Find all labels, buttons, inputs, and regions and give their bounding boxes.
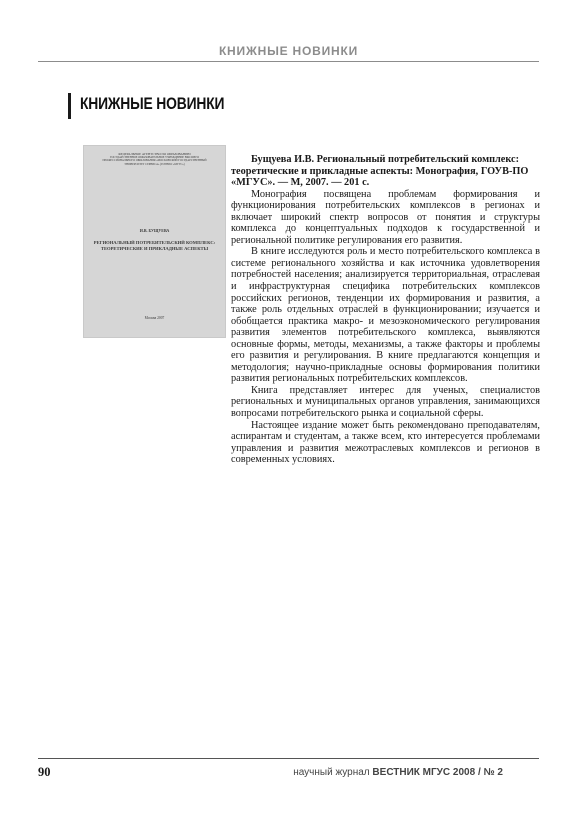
journal-prefix: научный журнал [293,767,370,778]
journal-footer [293,767,503,778]
journal-issue: 2008 / № 2 [452,767,503,778]
review-paragraph: В книге исследуются роль и место потребительского комплекса в системе регионального хозяйства и как источника удовлетворения потребностей населения; анализируется территориальная, отраслевая и инфраструктурная специфика потребительских комплексов российских регионов, тенденции их формирования и развития, а также роль отдельных отраслей в функционировании; изучается и обобщается практика макро- и мезоэкономического регулирования развития элементов потребительского комплекса, выявляются основные формы, методы, механизмы, а также факторы и проблемы его развития и регулирования. В книге предлагаются концепция и методология; научно-прикладные основы формирования политики развития региональных потребительских комплексов. [231,246,540,385]
book-cover-image [83,145,226,338]
bibliographic-reference: Бущуева И.В. Региональный потребительский комплекс: теоретические и прикладные аспекты: Монография, ГОУВ-ПО «МГУС». — М, 2007. — 201 с. [231,154,529,189]
cover-title: РЕГИОНАЛЬНЫЙ ПОТРЕБИТЕЛЬСКИЙ КОМПЛЕКС: ТЕОРЕТИЧЕСКИЕ И ПРИКЛАДНЫЕ АСПЕКТЫ [93,240,216,251]
review-paragraph: Монография посвящена проблемам формирования и функционирования потребительских комплексов в регионах и включает широкий спектр вопросов от понятия и структуры комплекса до концептуальных подходов к государственной и региональной политике регулирования его развития. [231,188,540,246]
section-marker [68,93,71,119]
section-title: КНИЖНЫЕ НОВИНКИ [80,95,225,113]
cover-agency: ФЕДЕРАЛЬНОЕ АГЕНТСТВО ПО ОБРАЗОВАНИЮ [118,152,191,156]
page-number: 90 [38,765,51,779]
journal-name: ВЕСТНИК МГУС [372,767,451,778]
book-review [231,154,540,466]
cover-imprint: Москва 2007 [144,316,165,320]
review-paragraph: Настоящее издание может быть рекомендовано преподавателям, аспирантам и студентам, а также всем, кто интересуется проблемами управления и развития межотраслевых комплексов и регионов в современных условиях. [231,419,540,466]
footer-rule [38,758,539,759]
review-paragraph: Книга представляет интерес для ученых, специалистов региональных и муниципальных органов управления, занимающихся вопросами потребительского рынка и социальной сферы. [231,384,540,420]
cover-university: ГОСУДАРСТВЕННОЕ ОБРАЗОВАТЕЛЬНОЕ УЧРЕЖДЕНИЕ ВЫСШЕГО ПРОФЕССИОНАЛЬНОГО ОБРАЗОВАНИЯ «МОСКОВСКИЙ ГОСУДАРСТВЕННЫЙ УНИВЕРСИТЕТ СЕРВИСА» (ГОУВПО «МГУС») [102,156,207,166]
header-rule [38,61,539,62]
running-head: КНИЖНЫЕ НОВИНКИ [218,44,359,58]
cover-author: И.В. БУЩУЕВА [139,228,170,233]
